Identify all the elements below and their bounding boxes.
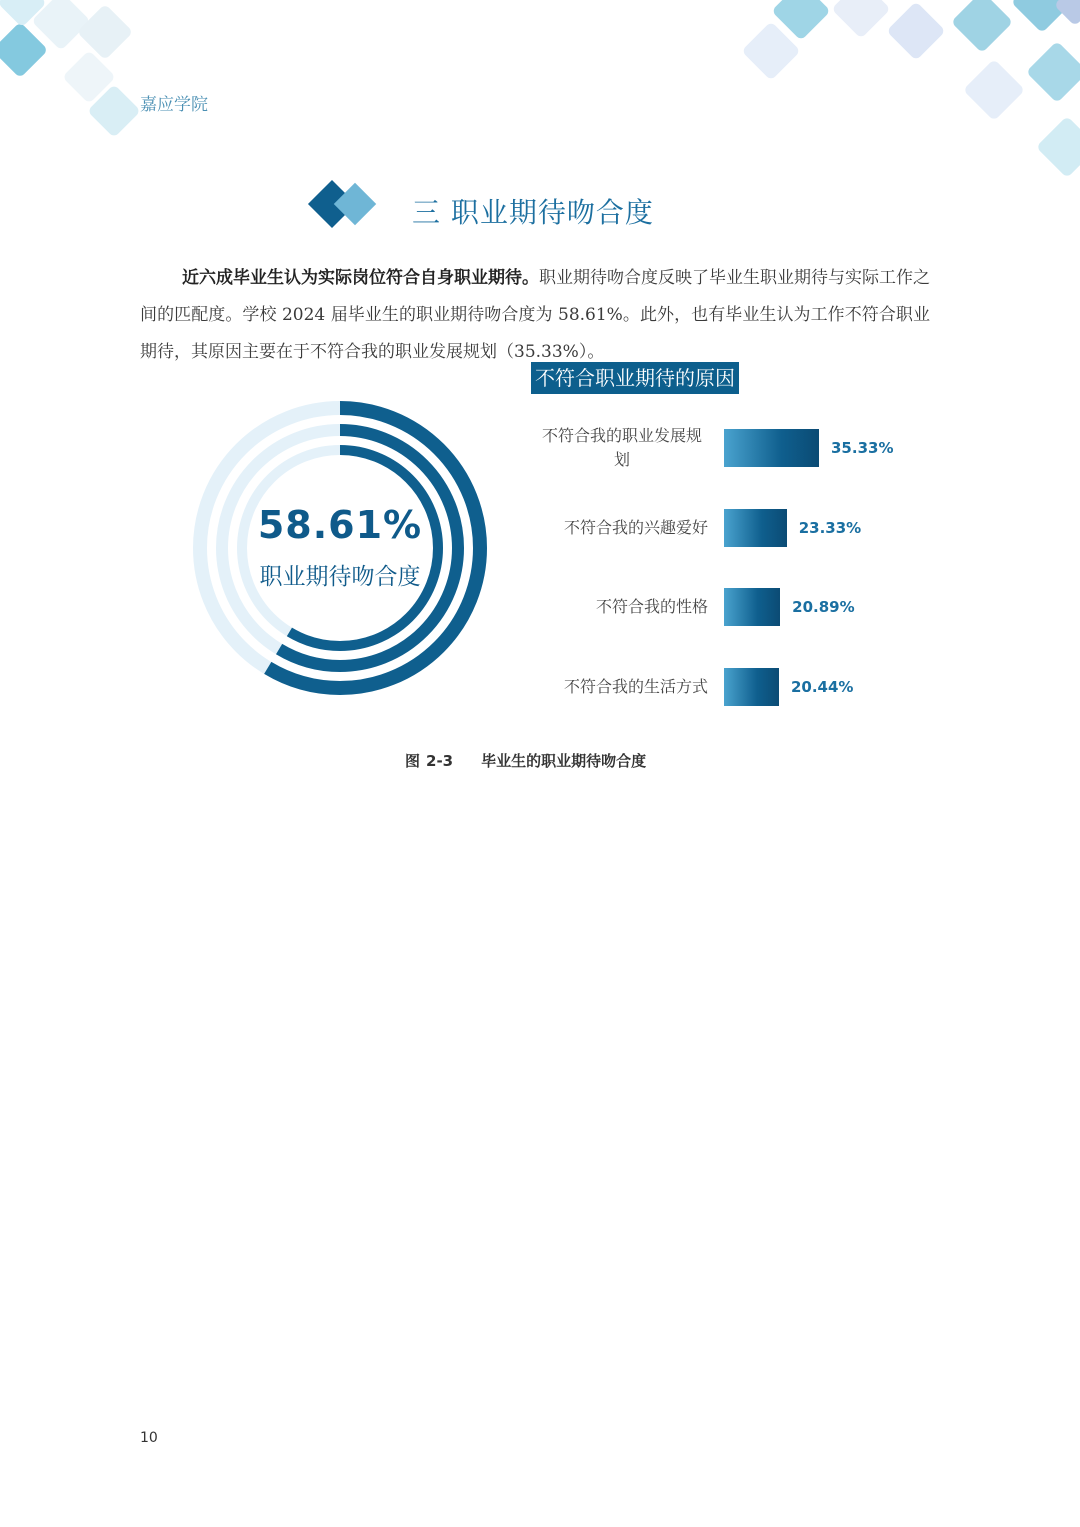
bar-value-label: 23.33%	[798, 519, 862, 537]
bar	[724, 509, 787, 547]
bar-category-label: 不符合我的生活方式	[563, 677, 708, 696]
bar-row	[520, 666, 960, 708]
bar-value-label: 35.33%	[831, 439, 894, 457]
body-paragraph	[140, 260, 930, 371]
paragraph-lead: 近六成毕业生认为实际岗位符合自身职业期待。	[182, 268, 539, 288]
bar	[724, 429, 819, 467]
top-left-diamonds	[0, 0, 141, 138]
bar-value-label: 20.89%	[792, 598, 855, 616]
bar-value-label: 20.44%	[790, 678, 854, 696]
bar-row	[520, 586, 960, 628]
bar-category-label: 不符合我的兴趣爱好	[563, 518, 708, 537]
donut-label: 职业期待吻合度	[259, 564, 421, 590]
donut-rings	[190, 398, 490, 698]
school-name: 嘉应学院	[140, 95, 208, 115]
caption-text: 毕业生的职业期待吻合度	[481, 752, 647, 770]
figure-caption	[405, 750, 646, 771]
bar-category-label: 不符合我的性格	[595, 597, 708, 616]
bar-category-label: 不符合我的职业发展规划	[542, 426, 703, 469]
section-title: 三 职业期待吻合度	[412, 196, 654, 229]
donut-value: 58.61%	[257, 503, 423, 547]
bar	[724, 588, 780, 626]
caption-number: 2-3	[426, 752, 454, 770]
caption-prefix: 图	[405, 752, 421, 770]
bar-chart-title: 不符合职业期待的原因	[531, 362, 739, 394]
bar	[724, 668, 779, 706]
top-right-diamonds	[741, 0, 1080, 178]
page-number: 10	[140, 1430, 158, 1446]
bar-row	[520, 507, 960, 549]
paragraph-body: 职业期待吻合度反映了毕业生职业期待与实际工作之间的匹配度。学校 2024 届毕业生的职业期待吻合度为 58.61%。此外，也有毕业生认为工作不符合职业期待，其原因主要在于不符合我的职业发展规划（35.33%）。	[140, 268, 930, 362]
diamond-icon	[300, 175, 390, 239]
donut-chart	[190, 398, 490, 698]
section-heading	[300, 175, 800, 239]
bar-row	[520, 427, 960, 469]
